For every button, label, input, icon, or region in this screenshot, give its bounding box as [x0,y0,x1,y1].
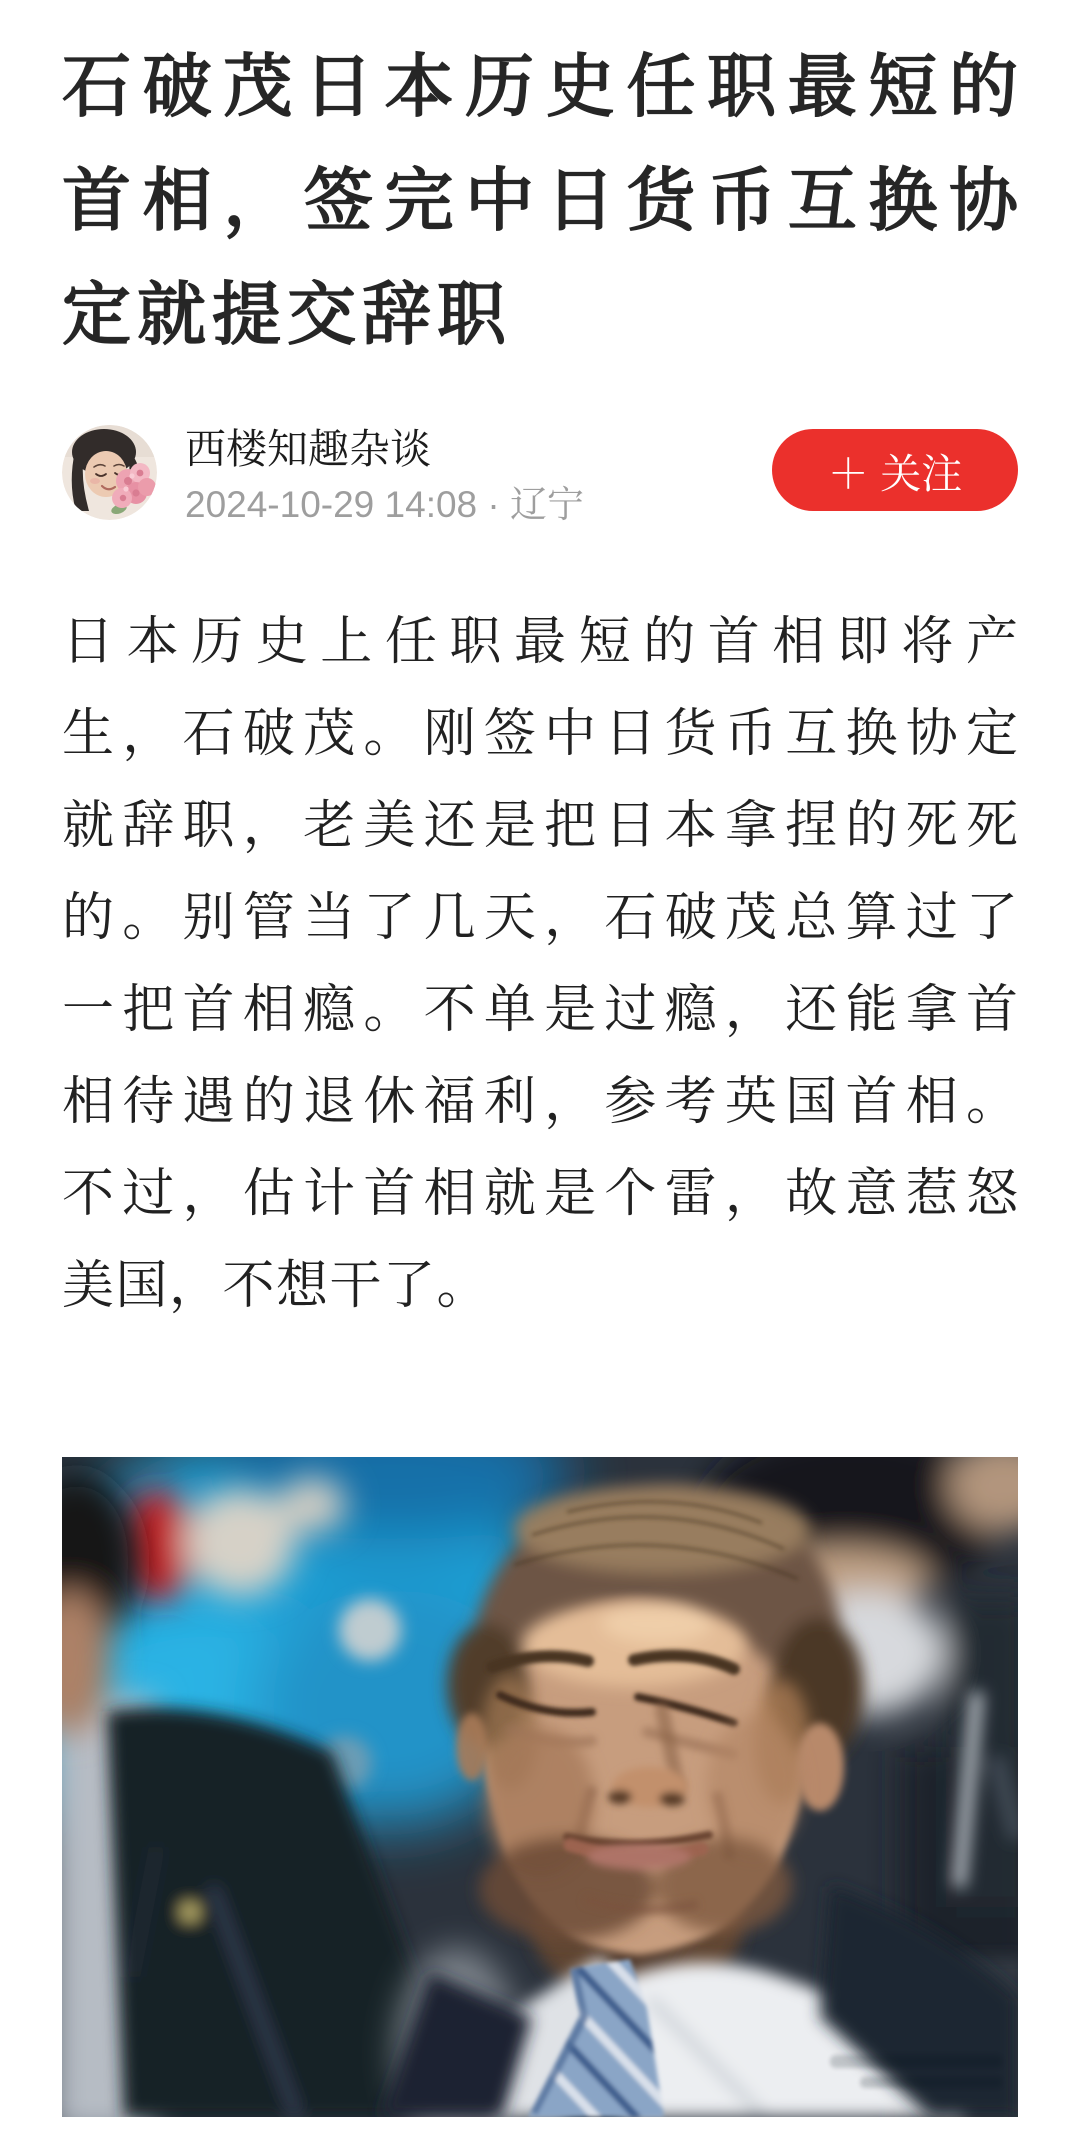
body-line: 日本历史上任职最短的首相即将产 [62,613,1018,671]
body-line: 不过，估计首相就是个雷，故意惹怒 [62,1165,1018,1223]
article-body [62,596,1018,1332]
photo-ishiba-crowd [62,1457,1018,2117]
body-line: 的。别管当了几天，石破茂总算过了 [62,889,1018,947]
body-line: 相待遇的退休福利，参考英国首相。 [62,1073,1018,1131]
title-line-3: 定就提交辞职 [62,276,512,353]
avatar-image [62,425,157,520]
title-line-2: 首相，签完中日货币互换协 [62,162,1018,239]
author-row [62,425,1018,525]
follow-button[interactable]: ＋ 关注 [772,429,1018,511]
author-name[interactable]: 西楼知趣杂谈 [185,426,431,472]
body-line: 一把首相瘾。不单是过瘾，还能拿首 [62,981,1018,1039]
body-line: 就辞职，老美还是把日本拿捏的死死 [62,797,1018,855]
title-line-1: 石破茂日本历史任职最短的 [62,48,1018,125]
article-photo[interactable] [62,1457,1018,2117]
author-info [185,425,584,527]
body-line: 美国，不想干了。 [62,1257,491,1315]
article-title [62,0,1018,372]
body-line: 生，石破茂。刚签中日货币互换协定 [62,705,1018,763]
author-avatar[interactable] [62,425,157,520]
publish-meta: 2024-10-29 14:08 · 辽宁 [185,484,585,525]
